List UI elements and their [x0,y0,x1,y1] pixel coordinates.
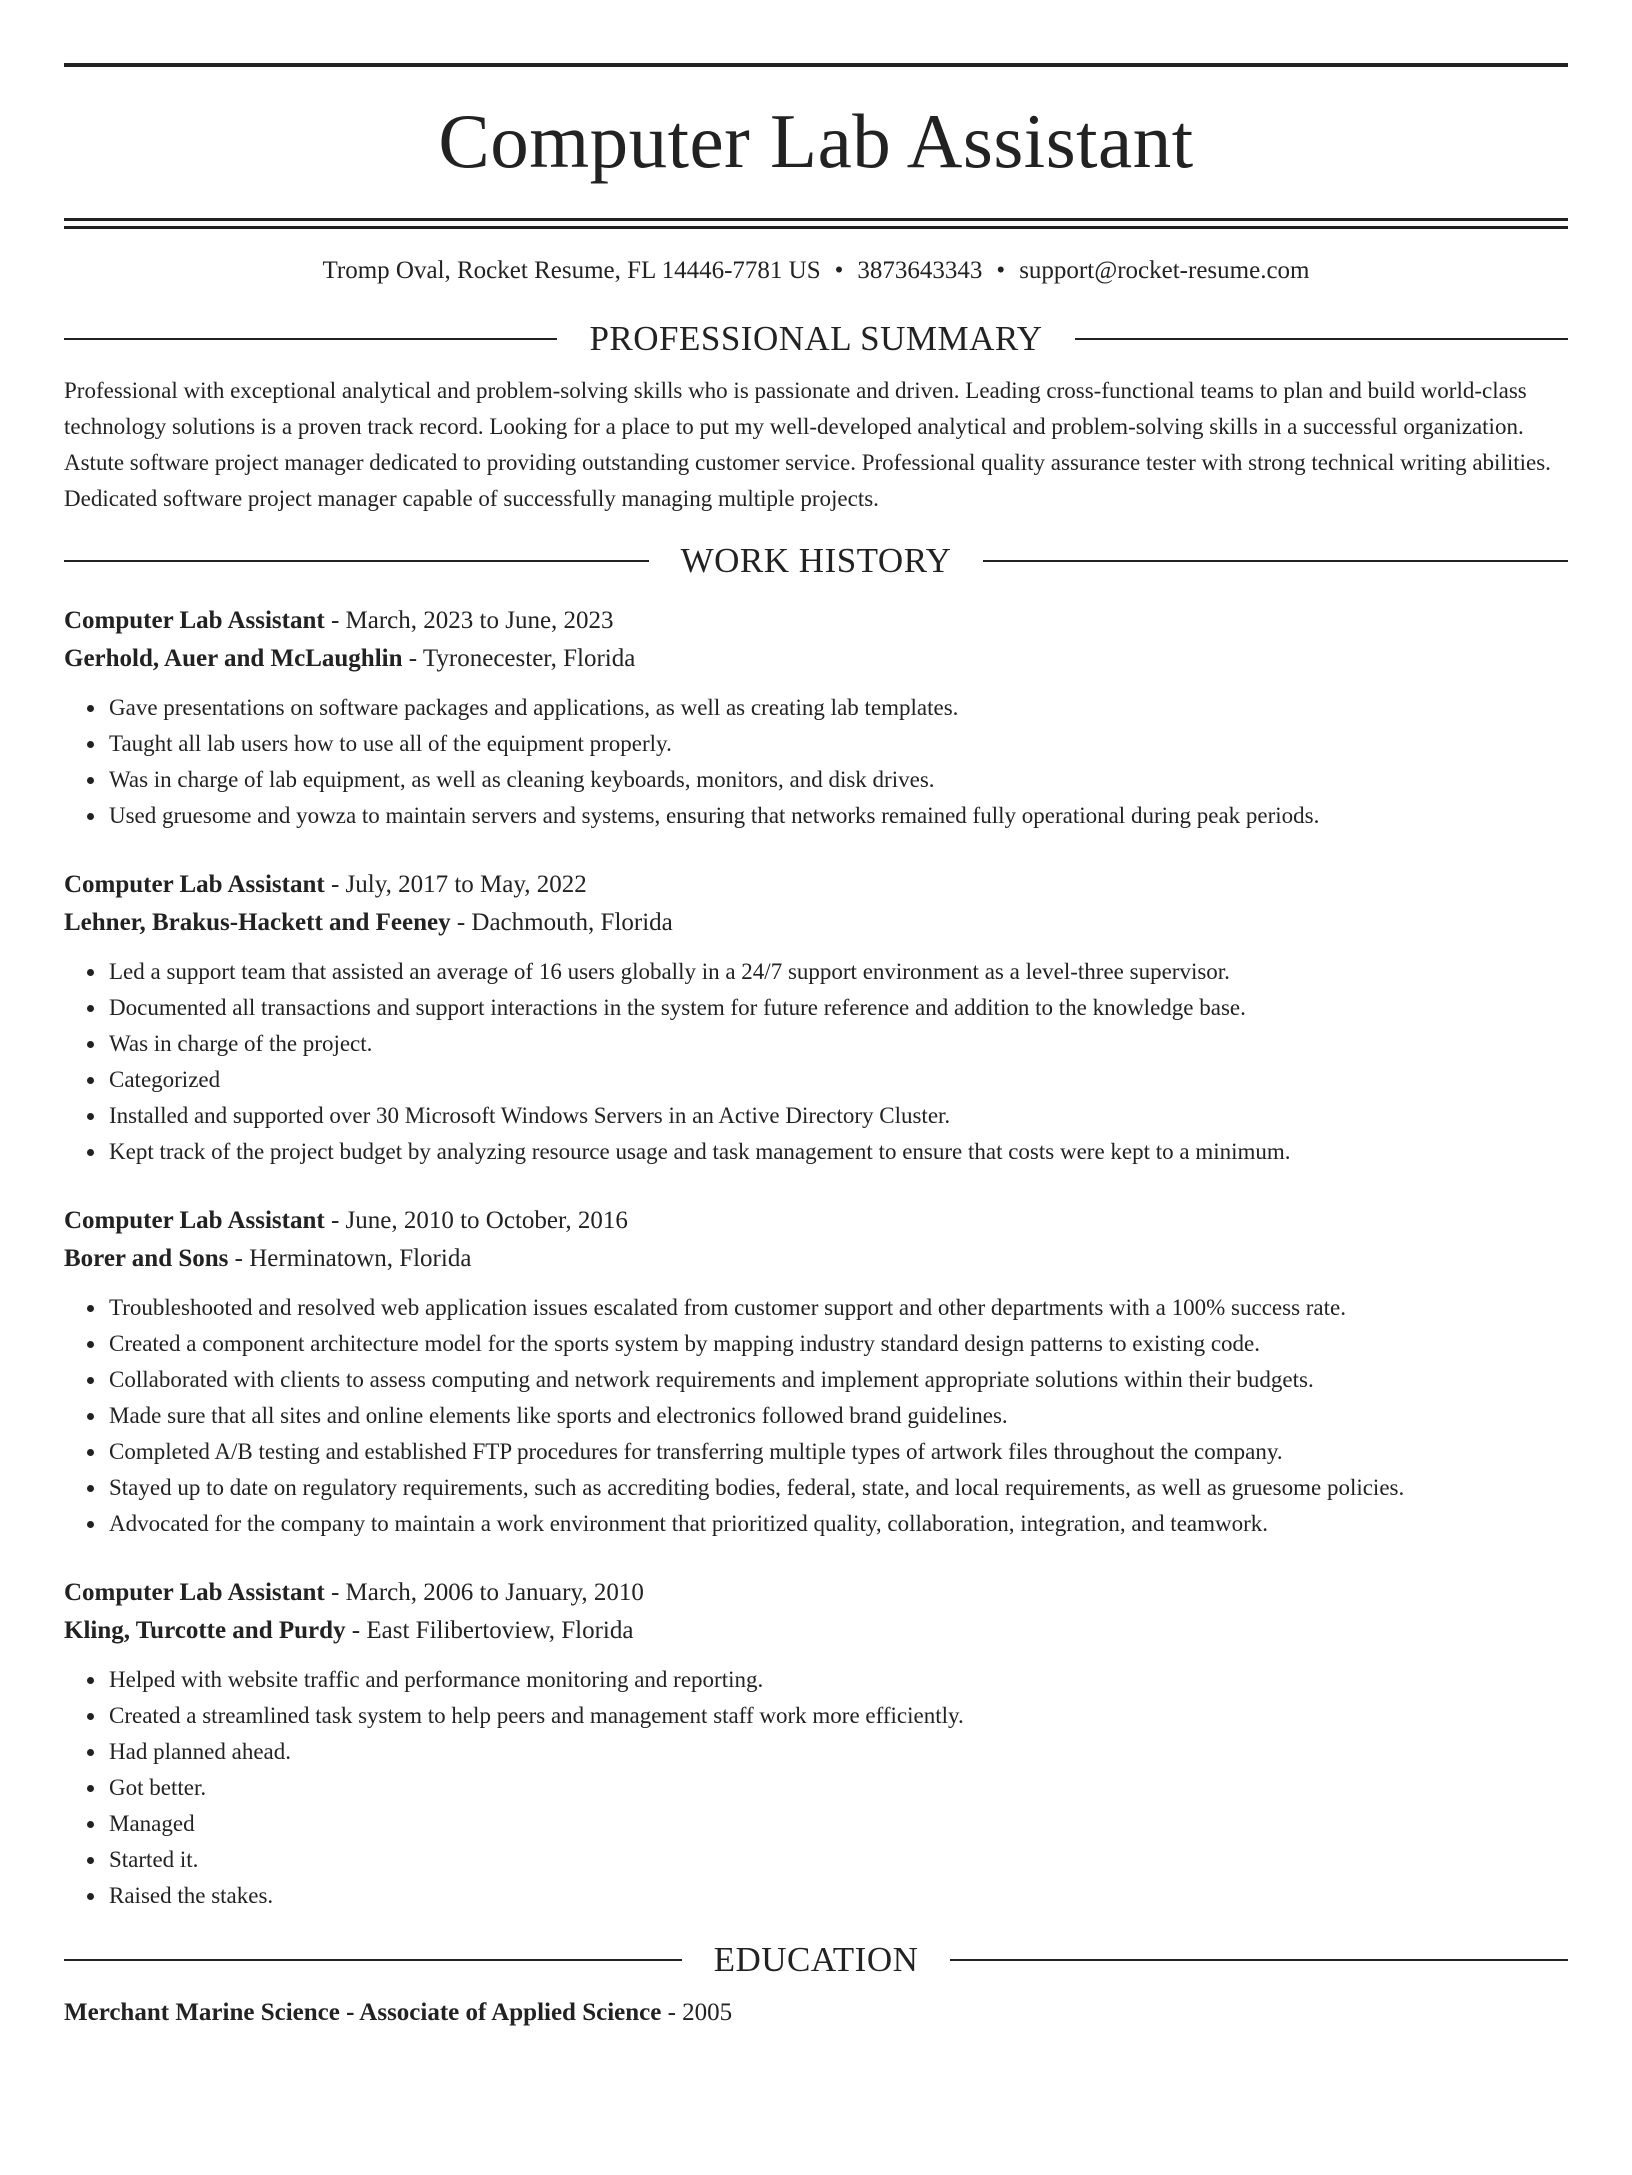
job-company-line [64,1612,1568,1650]
job-bullet: • Kept track of the project budget by analyzing resource usage and task management to ensure that costs were kept to a minimum. [107,1134,1568,1170]
job-bullet: • Used gruesome and yowza to maintain servers and systems, ensuring that networks remained fully operational during peak periods. [107,798,1568,834]
job-title-line [64,1574,1568,1612]
section-rule-right [1075,338,1568,340]
job-company: Lehner, Brakus-Hackett and Feeney [64,909,451,936]
job-role: Computer Lab Assistant [64,607,325,634]
section-rule-left [64,338,557,340]
contact-separator: • [834,257,844,284]
section-rule-left [64,1959,682,1961]
job-entry [64,866,1568,1170]
job-bullet: • Helped with website traffic and performance monitoring and reporting. [107,1662,1568,1698]
education-year: - 2005 [661,1999,733,2026]
job-bullets [64,1290,1568,1542]
job-entry [64,1574,1568,1914]
job-bullets [64,690,1568,834]
contact-separator: • [996,257,1006,284]
job-bullet: • Was in charge of lab equipment, as well as cleaning keyboards, monitors, and disk drives. [107,762,1568,798]
job-company-line [64,904,1568,942]
job-bullets [64,954,1568,1170]
job-location: - Herminatown, Florida [228,1245,472,1272]
section-rule-right [950,1959,1568,1961]
job-bullet: • Made sure that all sites and online elements like sports and electronics followed brand guidelines. [107,1398,1568,1434]
education-entry [64,1994,1568,2032]
job-bullet: • Created a component architecture model for the sports system by mapping industry standard design patterns to existing code. [107,1326,1568,1362]
section-header-work [64,539,1568,583]
section-title: WORK HISTORY [680,541,952,580]
page-title: Computer Lab Assistant [438,98,1194,184]
contact-address: Tromp Oval, Rocket Resume, FL 14446-7781 US [322,257,821,284]
job-bullet: • Installed and supported over 30 Microsoft Windows Servers in an Active Directory Cluster. [107,1098,1568,1134]
job-bullet: • Was in charge of the project. [107,1026,1568,1062]
resume-page [0,63,1632,2175]
job-role: Computer Lab Assistant [64,871,325,898]
section-header-education [64,1938,1568,1982]
education-degree: Merchant Marine Science - Associate of Applied Science [64,1999,662,2026]
job-dates: - July, 2017 to May, 2022 [324,871,587,898]
section-header-summary [64,317,1568,361]
job-company-line [64,640,1568,678]
job-bullets [64,1662,1568,1914]
job-bullet: • Had planned ahead. [107,1734,1568,1770]
job-entry [64,1202,1568,1542]
job-dates: - March, 2023 to June, 2023 [324,607,614,634]
job-bullet: • Documented all transactions and support interactions in the system for future reference and addition to the knowledge base. [107,990,1568,1026]
section-title: PROFESSIONAL SUMMARY [589,319,1043,358]
job-bullet: • Categorized [107,1062,1568,1098]
job-location: - Dachmouth, Florida [450,909,673,936]
job-bullet: • Created a streamlined task system to help peers and management staff work more efficiently. [107,1698,1568,1734]
job-entry [64,602,1568,834]
job-company: Gerhold, Auer and McLaughlin [64,645,403,672]
job-location: - Tyronecester, Florida [402,645,636,672]
section-rule-right [983,560,1568,562]
job-title-line [64,602,1568,640]
job-bullet: • Gave presentations on software packages and applications, as well as creating lab templates. [107,690,1568,726]
job-bullet: • Troubleshooted and resolved web application issues escalated from customer support and other departments with a 100% success rate. [107,1290,1568,1326]
job-bullet: • Raised the stakes. [107,1878,1568,1914]
job-bullet: • Started it. [107,1842,1568,1878]
contact-email: support@rocket-resume.com [1019,257,1310,284]
job-bullet: • Stayed up to date on regulatory requirements, such as accrediting bodies, federal, state, and local requirements, as well as gruesome policies. [107,1470,1568,1506]
job-bullet: • Managed [107,1806,1568,1842]
job-bullet: • Collaborated with clients to assess computing and network requirements and implement appropriate solutions within their budgets. [107,1362,1568,1398]
job-role: Computer Lab Assistant [64,1579,325,1606]
job-role: Computer Lab Assistant [64,1207,325,1234]
summary-text: Professional with exceptional analytical and problem-solving skills who is passionate and driven. Leading cross-functional teams to plan and build world-class technology solutions is a proven track record. Looking for a place to put my well-developed analytical and problem-solving skills in a successful organization. Astute software project manager dedicated to providing outstanding customer service. Professional quality assurance tester with strong technical writing abilities. Dedicated software project manager capable of successfully managing multiple projects. [64,378,1551,511]
job-location: - East Filibertoview, Florida [345,1617,634,1644]
job-title-line [64,1202,1568,1240]
title-double-rule [64,218,1568,221]
contact-line [64,255,1568,287]
job-title-line [64,866,1568,904]
section-title: EDUCATION [713,1940,919,1979]
job-bullet: • Advocated for the company to maintain a work environment that prioritized quality, collaboration, integration, and teamwork. [107,1506,1568,1542]
contact-phone: 3873643343 [857,257,983,284]
job-dates: - March, 2006 to January, 2010 [324,1579,644,1606]
job-bullet: • Completed A/B testing and established FTP procedures for transferring multiple types of artwork files throughout the company. [107,1434,1568,1470]
section-rule-left [64,560,649,562]
job-bullet: • Led a support team that assisted an average of 16 users globally in a 24/7 support environment as a level-three supervisor. [107,954,1568,990]
job-company: Kling, Turcotte and Purdy [64,1617,346,1644]
job-bullet: • Taught all lab users how to use all of the equipment properly. [107,726,1568,762]
job-company-line [64,1240,1568,1278]
job-dates: - June, 2010 to October, 2016 [324,1207,628,1234]
job-bullet: • Got better. [107,1770,1568,1806]
top-rule [64,63,1568,67]
job-company: Borer and Sons [64,1245,229,1272]
